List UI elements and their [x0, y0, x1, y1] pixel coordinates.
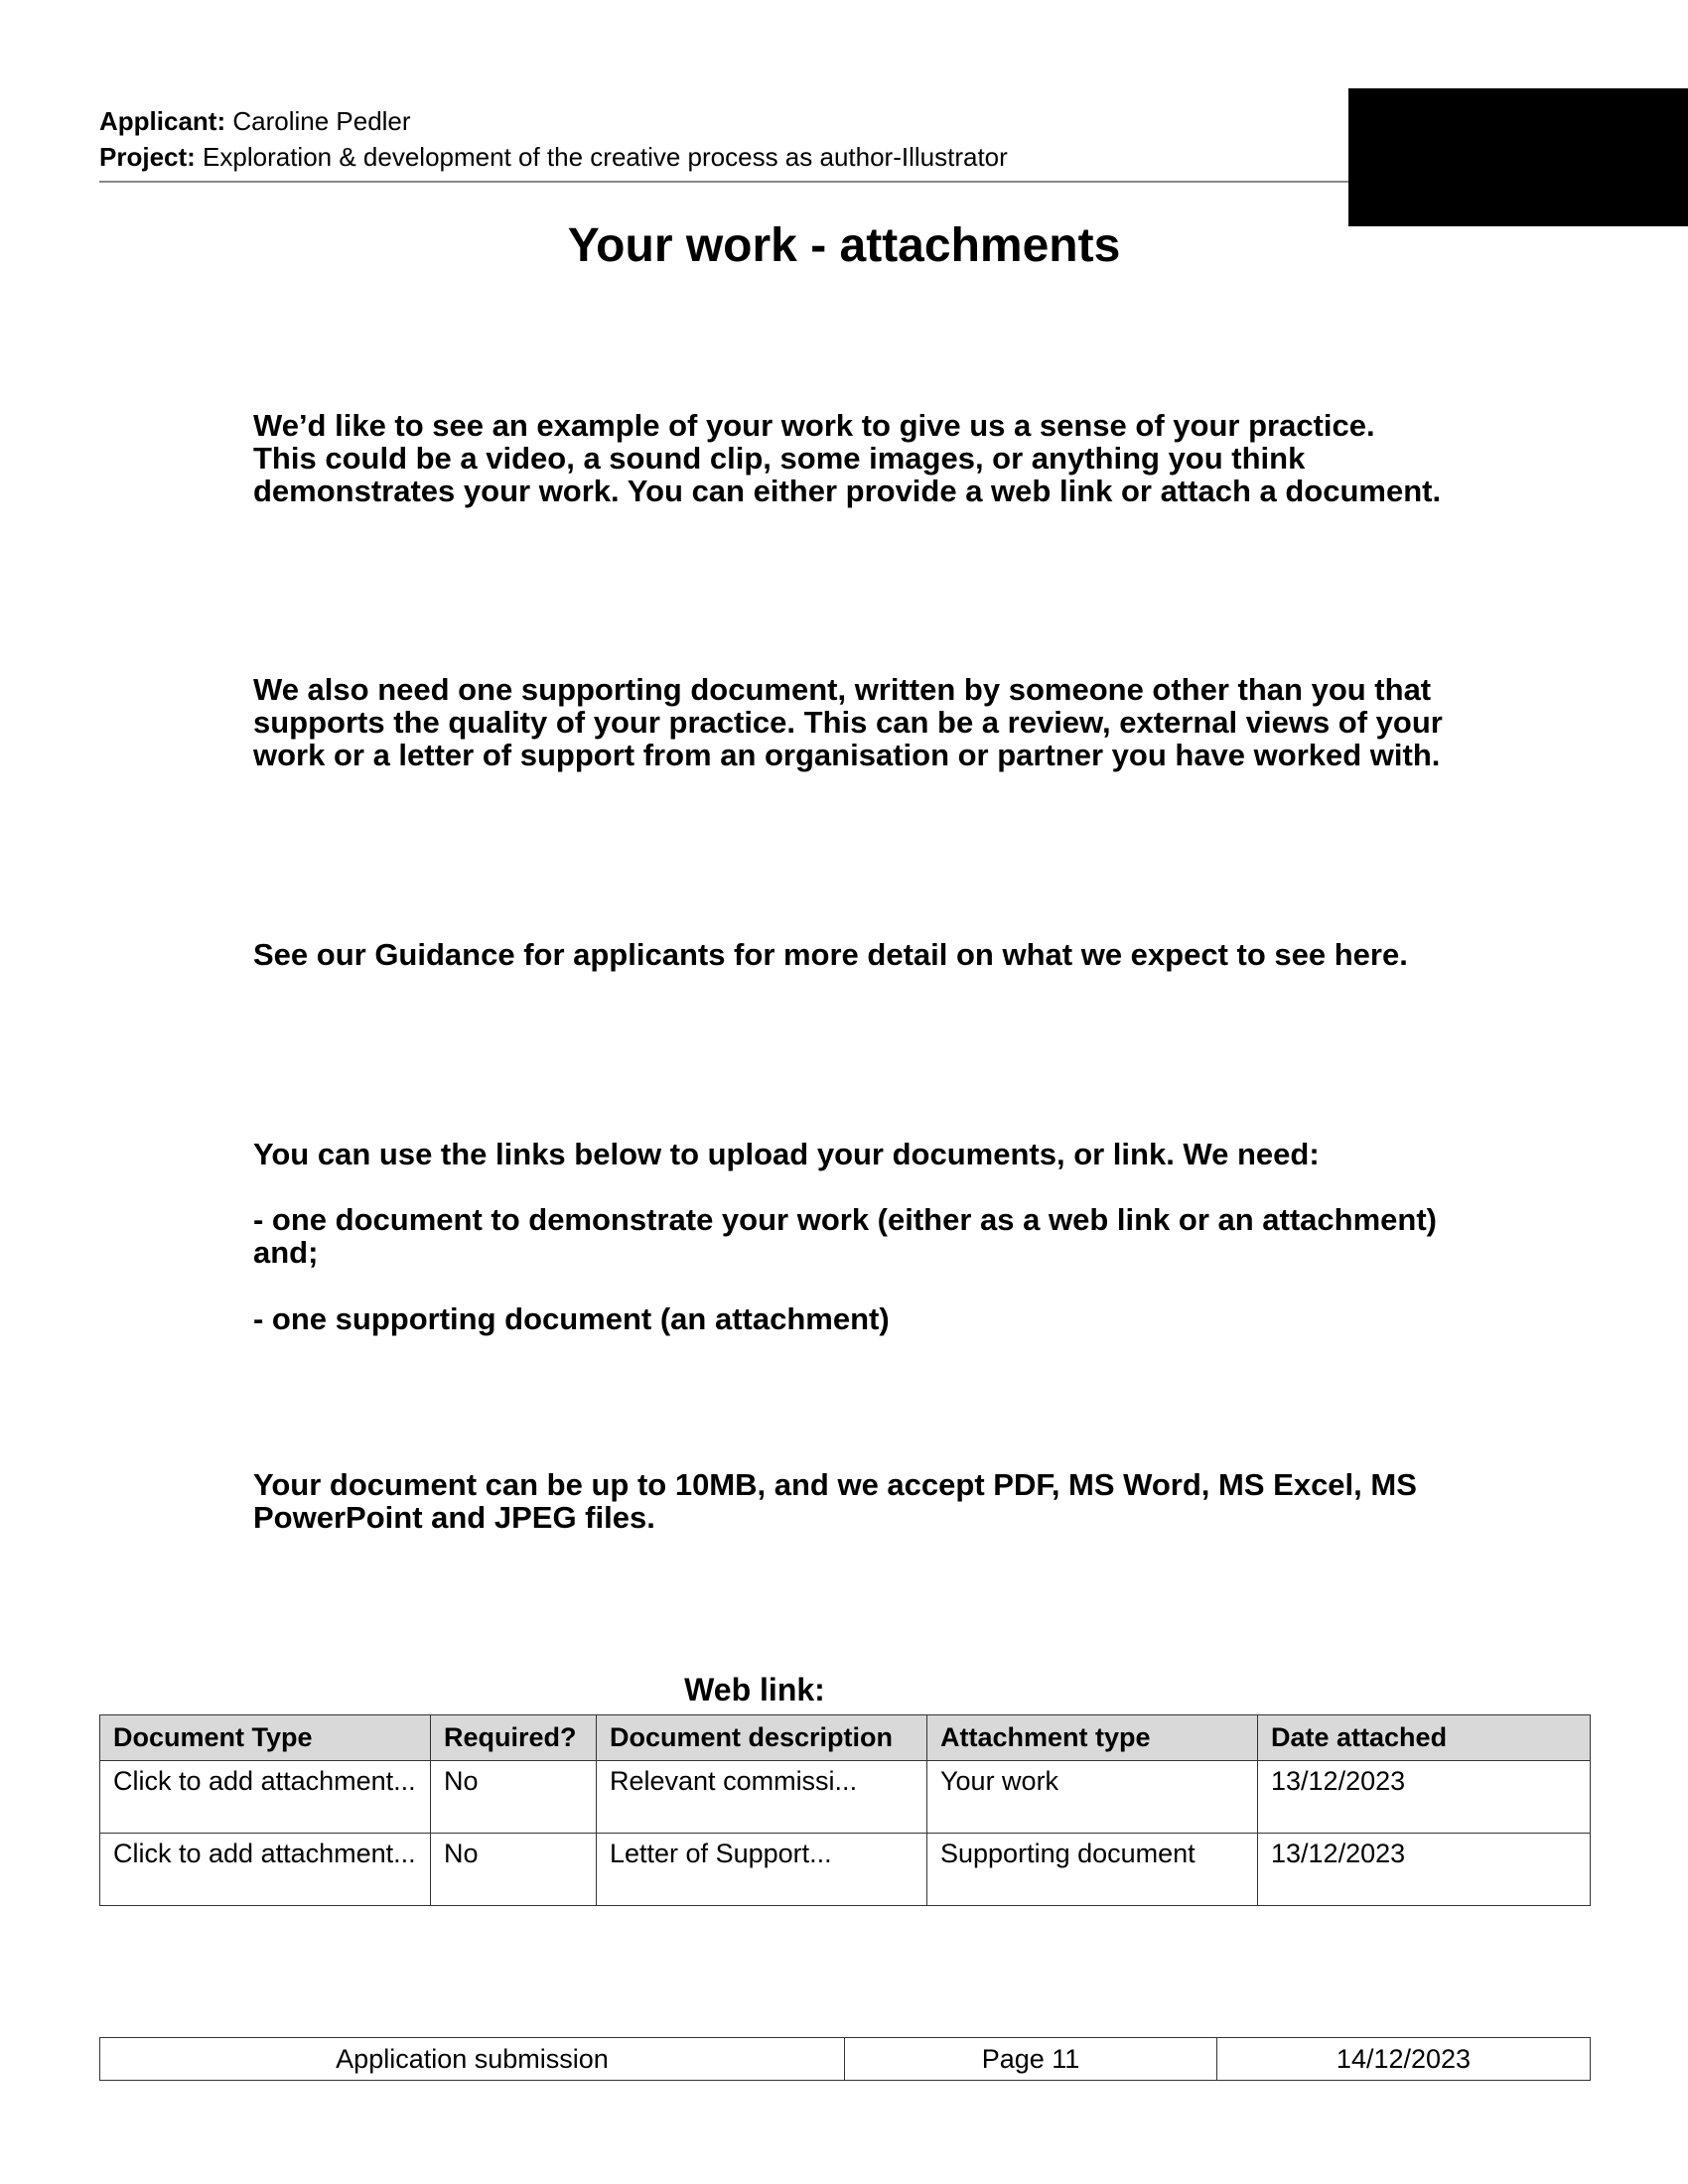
project-label: Project: — [99, 142, 196, 172]
footer-submission-label: Application submission — [100, 2038, 845, 2081]
project-name: Exploration & development of the creative process as author-Illustrator — [203, 142, 1008, 172]
supporting-paragraph: We also need one supporting document, written by someone other than you that supports the quality of your practice. This can be a review, external views of your work or a letter of support from an organisation or partner you have worked with. — [253, 672, 1443, 772]
requirement-work: - one document to demonstrate your work (either as a web link or an attachment) and; — [253, 1202, 1437, 1270]
attachment-type-cell: Your work — [927, 1761, 1258, 1834]
date-cell: 13/12/2023 — [1258, 1834, 1591, 1906]
required-cell: No — [431, 1761, 597, 1834]
upload-instructions: You can use the links below to upload your documents, or link. We need: — [253, 1137, 1320, 1171]
guidance-paragraph: See our Guidance for applicants for more detail on what we expect to see here. — [253, 937, 1408, 972]
attachment-type-cell: Supporting document — [927, 1834, 1258, 1906]
add-attachment-link[interactable]: Click to add attachment... — [100, 1761, 431, 1834]
applicant-line — [99, 103, 1348, 139]
page-title: Your work - attachments — [567, 219, 1121, 272]
table-header-row — [100, 1715, 1591, 1761]
applicant-label: Applicant: — [99, 106, 226, 136]
description-cell: Letter of Support... — [597, 1834, 927, 1906]
intro-paragraph: We’d like to see an example of your work to give us a sense of your practice. This could be a video, a sound clip, some images, or anything you think demonstrates your work. You can either provide a web link or attach a document. — [253, 408, 1442, 508]
table-row — [100, 1834, 1591, 1906]
table-row — [100, 1761, 1591, 1834]
column-header-required: Required? — [431, 1715, 597, 1761]
column-header-attachment-type: Attachment type — [927, 1715, 1258, 1761]
file-limits-paragraph: Your document can be up to 10MB, and we accept PDF, MS Word, MS Excel, MS PowerPoint and JPEG files. — [253, 1467, 1417, 1535]
requirement-supporting: - one supporting document (an attachment) — [253, 1301, 890, 1336]
column-header-date-attached: Date attached — [1258, 1715, 1591, 1761]
web-link-label: Web link: — [684, 1672, 825, 1707]
date-cell: 13/12/2023 — [1258, 1761, 1591, 1834]
page-header — [99, 103, 1348, 183]
redacted-block — [1348, 88, 1688, 226]
add-attachment-link[interactable]: Click to add attachment... — [100, 1834, 431, 1906]
required-cell: No — [431, 1834, 597, 1906]
attachments-table — [99, 1714, 1591, 1906]
footer-row — [100, 2038, 1591, 2081]
page-footer — [99, 2037, 1591, 2081]
column-header-document-type: Document Type — [100, 1715, 431, 1761]
description-cell: Relevant commissi... — [597, 1761, 927, 1834]
column-header-document-description: Document description — [597, 1715, 927, 1761]
footer-page-number: Page 11 — [845, 2038, 1217, 2081]
footer-date: 14/12/2023 — [1217, 2038, 1591, 2081]
project-line — [99, 139, 1348, 175]
applicant-name: Caroline Pedler — [232, 106, 411, 136]
